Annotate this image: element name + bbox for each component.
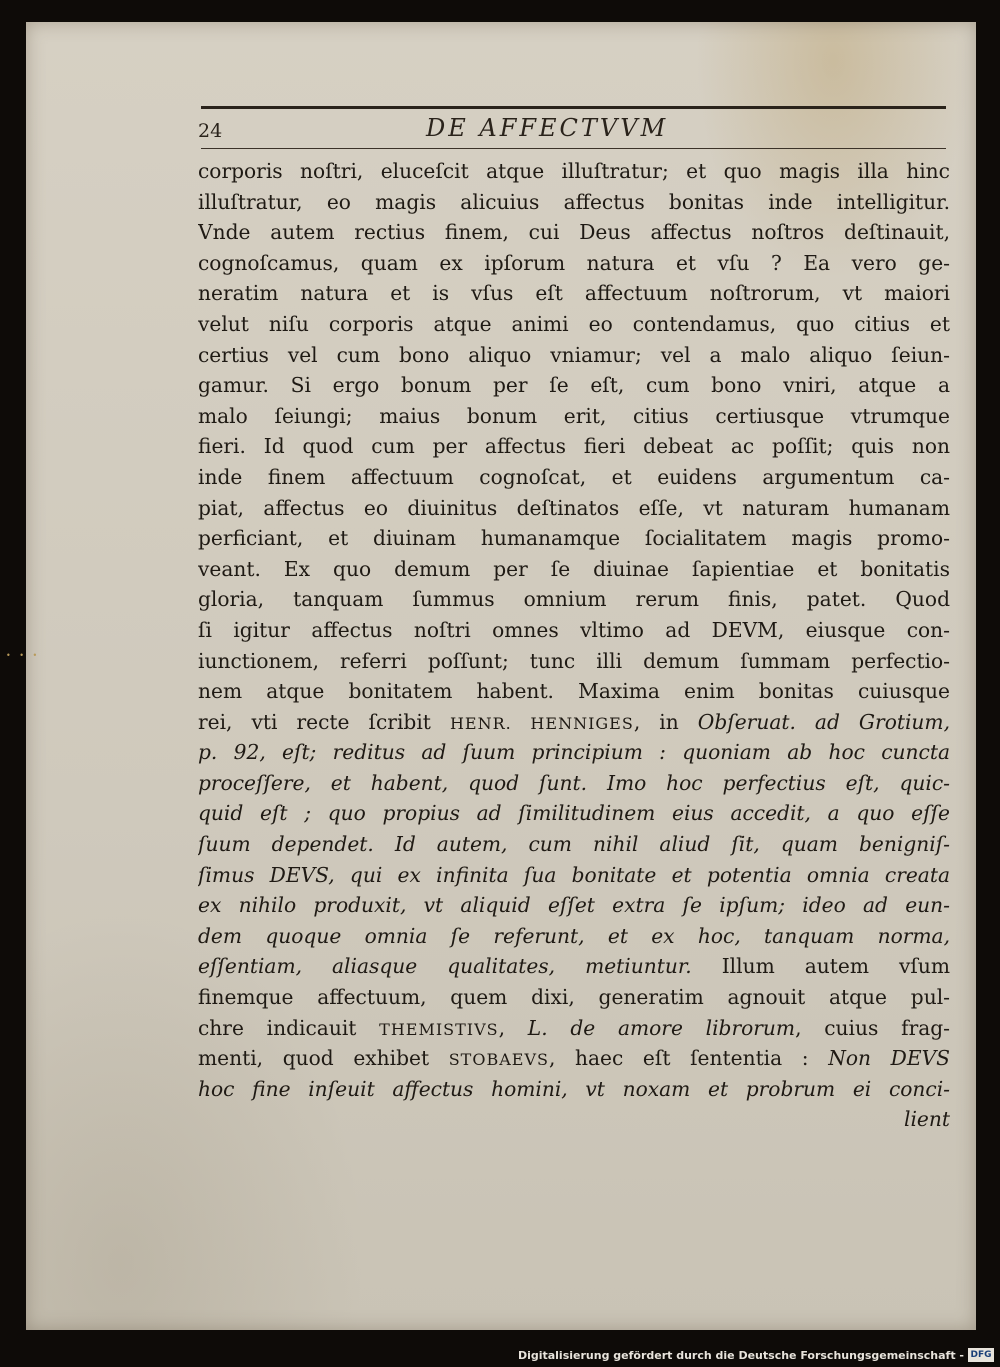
text-run: velut niſu corporis atque animi eo contendamus, quo citius et [198, 311, 950, 336]
text-run: corporis noſtri, eluceſcit atque illuſtratur; et quo magis illa hinc [198, 159, 950, 183]
text-run: certius vel cum bono aliquo vniamur; vel a malo aliquo ſeiun- [198, 342, 950, 367]
text-run: gamur. Si ergo bonum per ſe eſt, cum bono vniri, atque a [198, 373, 950, 398]
text-run: perficiant, et diuinam humanamque ſocialitatem magis promo- [198, 526, 950, 551]
text-line [198, 554, 950, 585]
text-line [198, 676, 950, 707]
text-run: gloria, tanquam ſummus omnium rerum finis, patet. Quod [198, 587, 950, 612]
small-caps-name: STOBAEVS [448, 1050, 549, 1070]
text-run: fieri. Id quod cum per affectus fieri debeat ac poſſit; quis non [198, 434, 950, 459]
text-run: rei, vti recte ſcribit [198, 709, 450, 734]
small-caps-name: THEMISTIVS [379, 1019, 499, 1039]
text-line [198, 921, 950, 952]
text-run: neratim natura et is vſus eſt affectuum noſtrorum, vt maiori [198, 281, 950, 306]
text-line [198, 1013, 950, 1044]
text-run: , haec eſt ſententia : [548, 1046, 829, 1071]
text-line [198, 615, 950, 646]
text-line [198, 584, 950, 615]
text-line [198, 340, 950, 371]
italic-run: quid eſt ; quo propius ad ſimilitudinem eius accedit, a quo eſſe [198, 801, 950, 826]
text-run: menti, quod exhibet [198, 1046, 449, 1071]
italic-run: Obſeruat. ad Grotium, [697, 709, 950, 734]
text-line [198, 278, 950, 309]
italic-run: p. 92, eſt; reditus ad ſuum principium : quoniam ab hoc cuncta [198, 740, 950, 765]
text-line [198, 768, 950, 799]
text-line [198, 431, 950, 462]
edge-marks: • • • [6, 651, 41, 660]
text-line [198, 860, 950, 891]
text-run: malo ſeiungi; maius bonum erit, citius certiusque vtrumque [198, 403, 950, 428]
text-line [198, 462, 950, 493]
italic-run: hoc fine inſeuit affectus homini, vt noxam et probrum ei conci- [198, 1076, 950, 1101]
text-line [198, 890, 950, 921]
text-line [198, 493, 950, 524]
text-run: Illum autem vſum [691, 954, 950, 979]
text-line [198, 217, 950, 248]
text-line [198, 370, 950, 401]
page-number: 24 [198, 120, 223, 142]
text-run: nem atque bonitatem habent. Maxima enim bonitas cuiusque [198, 679, 950, 704]
text-line [198, 1043, 950, 1074]
text-line [198, 156, 950, 187]
body-text [198, 156, 950, 1135]
italic-run: ſimus DEVS, qui ex infinita ſua bonitate et potentia omnia creata [198, 862, 950, 887]
text-run: Vnde autem rectius finem, cui Deus affectus noſtros deſtinauit, [198, 220, 950, 245]
text-line [198, 646, 950, 677]
text-line [198, 248, 950, 279]
text-run: inde finem affectuum cognoſcat, et euidens argumentum ca- [198, 464, 950, 489]
header-rule-bottom [201, 148, 946, 149]
text-run: chre indicauit [198, 1015, 380, 1040]
text-run: , cuius frag- [795, 1015, 950, 1040]
running-title: DE AFFECTVVM [426, 114, 669, 142]
text-line [198, 737, 950, 768]
text-run: ſi igitur affectus noſtri omnes vltimo ad DEVM, eiusque con- [198, 617, 950, 642]
italic-run: eſſentiam, aliasque qualitates, metiuntur. [198, 954, 692, 979]
text-run: , in [633, 709, 698, 734]
text-run: veant. Ex quo demum per ſe diuinae ſapientiae et bonitatis [198, 556, 950, 581]
text-line [198, 187, 950, 218]
book-page [26, 22, 976, 1330]
text-line [198, 1074, 950, 1105]
text-line [198, 1104, 950, 1135]
text-run: finemque affectuum, quem dixi, generatim agnouit atque pul- [198, 985, 950, 1010]
footer-credit: Digitalisierung gefördert durch die Deutsche Forschungsgemeinschaft - [517, 1349, 964, 1362]
text-run: cognoſcamus, quam ex ipſorum natura et vſu ? Ea vero ge- [198, 250, 950, 275]
text-run: illuſtratur, eo magis alicuius affectus bonitas inde intelligitur. [198, 189, 950, 214]
footer-bar [0, 1346, 1000, 1367]
text-line [198, 982, 950, 1013]
italic-run: ſuum dependet. Id autem, cum nihil aliud ſit, quam benigniſ- [198, 832, 950, 857]
text-line [198, 401, 950, 432]
header-rule-top [201, 106, 946, 109]
italic-run: L. de amore librorum [527, 1015, 796, 1040]
text-line [198, 707, 950, 738]
running-head [26, 114, 976, 144]
text-run: , [498, 1015, 528, 1040]
text-run: iunctionem, referri poſſunt; tunc illi demum ſummam perfectio- [198, 648, 950, 673]
small-caps-name: HENR. HENNIGES [449, 713, 634, 733]
italic-run: proceſſere, et habent, quod ſunt. Imo hoc perfectius eſt, quic- [198, 770, 950, 795]
dfg-logo: DFG [968, 1348, 994, 1362]
italic-run: ex nihilo produxit, vt aliquid eſſet extra ſe ipſum; ideo ad eun- [198, 893, 950, 918]
text-line [198, 523, 950, 554]
italic-run: lient [904, 1107, 950, 1132]
text-line [198, 309, 950, 340]
italic-run: Non DEVS [828, 1046, 950, 1071]
italic-run: dem quoque omnia ſe referunt, et ex hoc, tanquam norma, [198, 923, 950, 948]
text-line [198, 829, 950, 860]
text-line [198, 798, 950, 829]
text-run: piat, affectus eo diuinitus deſtinatos eſſe, vt naturam humanam [198, 495, 950, 520]
text-line [198, 951, 950, 982]
